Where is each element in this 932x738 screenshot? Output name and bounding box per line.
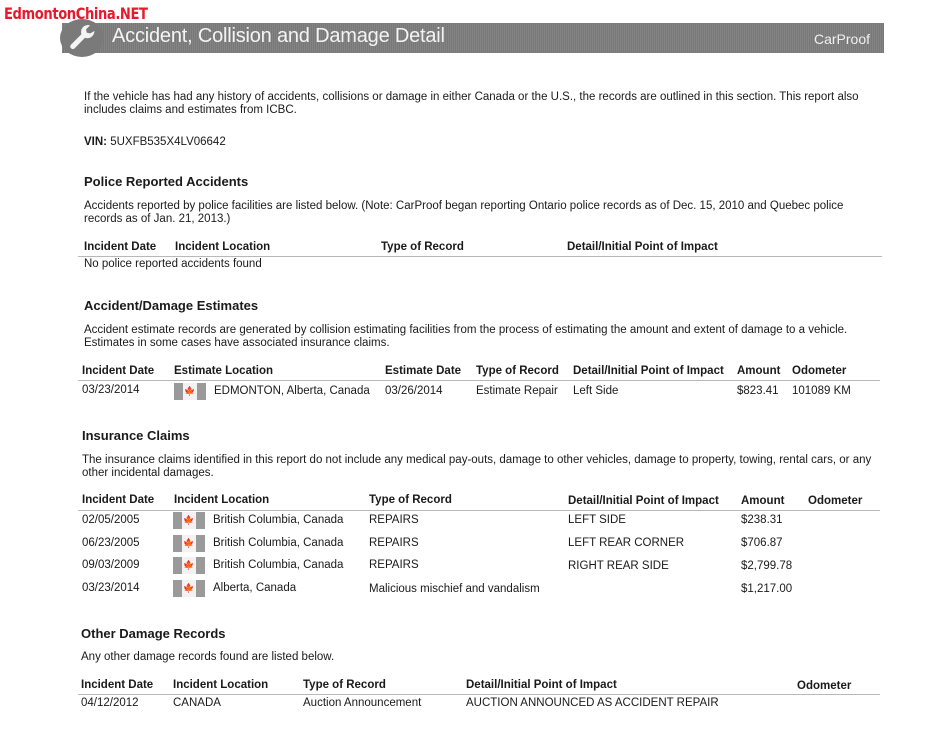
canada-flag-icon: 🍁	[173, 535, 205, 552]
canada-flag-icon: 🍁	[173, 512, 205, 529]
estimate-amount: $823.41	[737, 385, 779, 397]
other-section-description: Any other damage records found are listed below.	[81, 651, 335, 663]
other-header-rule	[78, 694, 880, 695]
other-detail: AUCTION ANNOUNCED AS ACCIDENT REPAIR	[466, 697, 719, 709]
vin-label: VIN:	[84, 136, 107, 148]
claims-header-rule	[78, 510, 880, 511]
claims-col-amount: Amount	[741, 495, 785, 507]
claim-amount: $1,217.00	[741, 583, 793, 595]
canada-flag-icon: 🍁	[173, 557, 205, 574]
other-date: 04/12/2012	[81, 697, 139, 709]
claim-type: Malicious mischief and vandalism	[369, 583, 540, 595]
police-section-description: Accidents reported by police facilities are listed below. (Note: CarProof began reporting Ontario police records as of Dec. 15, 2010 and Quebec police records as of Jan. 21, 2013.)	[84, 200, 844, 225]
other-location: CANADA	[173, 697, 221, 709]
estimate-incident-date: 03/23/2014	[82, 384, 140, 396]
estimates-col-type-of-record: Type of Record	[476, 365, 559, 377]
claim-detail: LEFT REAR CORNER	[568, 537, 685, 549]
claim-date: 09/03/2009	[82, 559, 140, 571]
police-col-detail: Detail/Initial Point of Impact	[567, 241, 718, 253]
claim-date: 06/23/2005	[82, 537, 140, 549]
claims-col-odometer: Odometer	[808, 495, 863, 507]
claims-col-incident-location: Incident Location	[174, 494, 270, 506]
estimates-col-odometer: Odometer	[792, 365, 847, 377]
page-title: Accident, Collision and Damage Detail	[112, 25, 445, 47]
estimates-section-title: Accident/Damage Estimates	[84, 298, 259, 313]
wrench-icon	[66, 21, 98, 53]
other-col-odometer: Odometer	[797, 680, 852, 692]
other-col-detail: Detail/Initial Point of Impact	[466, 679, 617, 691]
estimate-date: 03/26/2014	[385, 385, 443, 397]
claims-col-incident-date: Incident Date	[82, 494, 155, 506]
estimate-detail: Left Side	[573, 385, 619, 397]
estimates-header-rule	[78, 380, 880, 381]
claim-date: 02/05/2005	[82, 514, 140, 526]
estimates-col-detail: Detail/Initial Point of Impact	[573, 365, 724, 377]
other-col-incident-date: Incident Date	[81, 679, 154, 691]
watermark: EdmontonChina.NET	[4, 4, 148, 23]
vin-line	[84, 136, 226, 148]
claim-location: British Columbia, Canada	[213, 514, 344, 526]
claims-section-title: Insurance Claims	[82, 428, 190, 443]
claims-col-detail: Detail/Initial Point of Impact	[568, 495, 719, 507]
estimate-type: Estimate Repair	[476, 385, 558, 397]
other-col-type-of-record: Type of Record	[303, 679, 386, 691]
intro-text: If the vehicle has had any history of accidents, collisions or damage in either Canada or the U.S., the records are outlined in this section. This report also includes claims and estimates from ICBC.	[84, 91, 859, 116]
other-section-title: Other Damage Records	[81, 626, 226, 641]
police-section-title: Police Reported Accidents	[84, 174, 249, 189]
claim-location: British Columbia, Canada	[213, 537, 344, 549]
police-col-incident-location: Incident Location	[175, 241, 271, 253]
vin-value: 5UXFB535X4LV06642	[110, 136, 226, 148]
claim-amount: $2,799.78	[741, 560, 793, 572]
estimate-odometer: 101089 KM	[792, 385, 851, 397]
estimates-section-description: Accident estimate records are generated by collision estimating facilities from the process of estimating the amount and extent of damage to a vehicle. Estimates in some cases have associated insurance claims.	[84, 324, 848, 349]
claim-detail: LEFT SIDE	[568, 514, 626, 526]
estimates-col-estimate-date: Estimate Date	[385, 365, 462, 377]
claim-location: Alberta, Canada	[213, 582, 297, 594]
claim-type: REPAIRS	[369, 514, 419, 526]
other-col-incident-location: Incident Location	[173, 679, 269, 691]
estimate-location: EDMONTON, Alberta, Canada	[214, 385, 370, 397]
claim-amount: $238.31	[741, 514, 783, 526]
police-header-rule	[78, 256, 882, 257]
estimates-col-amount: Amount	[737, 365, 781, 377]
police-col-type-of-record: Type of Record	[381, 241, 464, 253]
canada-flag-icon: 🍁	[173, 580, 205, 597]
canada-flag-icon: 🍁	[174, 383, 206, 400]
estimates-col-estimate-location: Estimate Location	[174, 365, 274, 377]
claim-detail: RIGHT REAR SIDE	[568, 560, 669, 572]
other-type: Auction Announcement	[303, 697, 422, 709]
claims-section-description: The insurance claims identified in this report do not include any medical pay-outs, damage to other vehicles, damage to property, towing, rental cars, or any other incidental damages.	[82, 454, 872, 479]
claim-amount: $706.87	[741, 537, 783, 549]
claims-col-type-of-record: Type of Record	[369, 494, 452, 506]
estimates-col-incident-date: Incident Date	[82, 365, 155, 377]
police-col-incident-date: Incident Date	[84, 241, 157, 253]
police-empty-message: No police reported accidents found	[84, 258, 262, 270]
claim-date: 03/23/2014	[82, 582, 140, 594]
claim-type: REPAIRS	[369, 537, 419, 549]
claim-type: REPAIRS	[369, 559, 419, 571]
brand-label: CarProof	[813, 31, 870, 47]
claim-location: British Columbia, Canada	[213, 559, 344, 571]
